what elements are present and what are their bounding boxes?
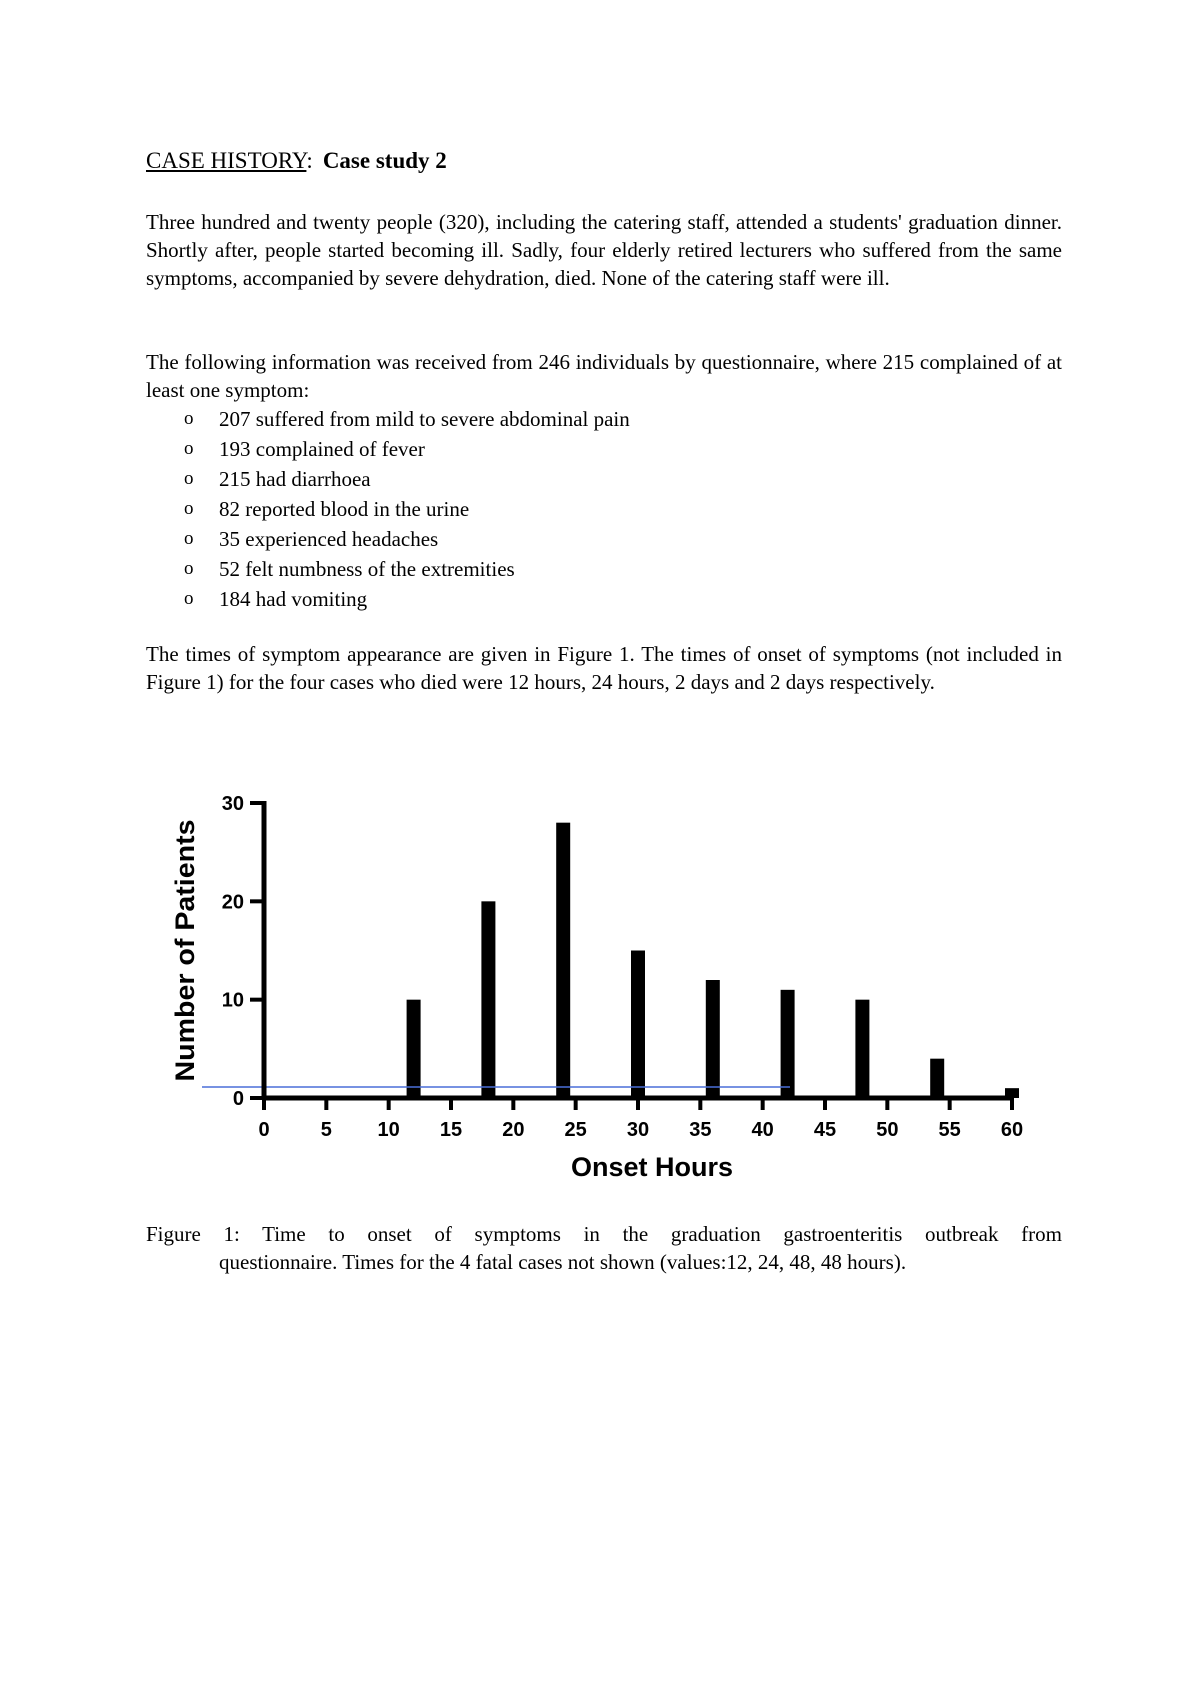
y-tick-label: 30	[221, 793, 244, 815]
x-tick-label: 55	[938, 1119, 961, 1141]
list-item: o 82 reported blood in the urine	[146, 494, 630, 524]
bullet-icon: o	[184, 408, 194, 429]
bar	[855, 1000, 869, 1098]
list-item: o 35 experienced headaches	[146, 524, 630, 554]
onset-histogram	[150, 780, 1050, 1200]
y-tick-label: 0	[232, 1088, 244, 1110]
x-tick-label: 40	[751, 1119, 774, 1141]
x-tick-label: 50	[876, 1119, 899, 1141]
x-tick-label: 0	[258, 1119, 270, 1141]
bullet-icon: o	[184, 468, 194, 489]
caption-line-2: questionnaire. Times for the 4 fatal cases not shown (values:12, 24, 48, 48 hours).	[219, 1250, 907, 1274]
bar	[407, 1000, 421, 1098]
bar	[631, 951, 645, 1099]
bar	[556, 823, 570, 1098]
list-item: o 52 felt numbness of the extremities	[146, 554, 630, 584]
bullet-icon: o	[184, 438, 194, 459]
x-tick-label: 10	[377, 1119, 400, 1141]
y-axis-title: Number of Patients	[170, 833, 200, 1082]
questionnaire-paragraph: The following information was received from 246 individuals by questionnaire, where 215 complained of at least one symptom:	[146, 350, 1062, 402]
page-title	[146, 148, 447, 174]
list-item: o 193 complained of fever	[146, 434, 630, 464]
x-tick-label: 60	[1000, 1119, 1024, 1141]
figure-caption	[146, 1220, 1062, 1276]
x-tick-label: 15	[439, 1119, 463, 1141]
y-tick-label: 20	[221, 891, 244, 914]
case-history-label: CASE HISTORY	[146, 148, 307, 173]
list-item: o 215 had diarrhoea	[146, 464, 630, 494]
caption-line-1: Figure 1: Time to onset of symptoms in the graduation gastroenteritis outbreak from	[146, 1222, 1062, 1246]
onset-paragraph: The times of symptom appearance are given in Figure 1. The times of onset of symptoms (not included in Figure 1) for the four cases who died were 12 hours, 24 hours, 2 days and 2 days respectively.	[146, 642, 1062, 694]
x-tick-label: 20	[502, 1119, 525, 1141]
bullet-icon: o	[184, 528, 194, 549]
bullet-icon: o	[184, 498, 194, 519]
list-item: o 207 suffered from mild to severe abdominal pain	[146, 404, 630, 434]
x-tick-label: 35	[689, 1119, 712, 1141]
case-study-label: Case study 2	[322, 148, 447, 173]
bullet-icon: o	[184, 588, 194, 609]
x-tick-label: 25	[564, 1119, 587, 1141]
bar	[481, 901, 495, 1098]
intro-paragraph: Three hundred and twenty people (320), including the catering staff, attended a students' graduation dinner. Shortly after, people started becoming ill. Sadly, four elderly retired lecturers who suffered from the same symptoms, accompanied by severe dehydration, died. None of the catering staff were ill.	[146, 210, 1062, 290]
x-tick-label: 5	[320, 1119, 332, 1141]
bar	[706, 980, 720, 1098]
bar	[781, 990, 795, 1098]
heading-colon: :	[306, 148, 313, 173]
x-axis-title: Onset Hours	[570, 1152, 734, 1182]
x-tick-label: 30	[626, 1119, 650, 1141]
y-tick-label: 10	[221, 989, 244, 1012]
bullet-icon: o	[184, 558, 194, 579]
bar	[930, 1059, 944, 1098]
list-item: o 184 had vomiting	[146, 584, 630, 614]
x-tick-label: 45	[813, 1119, 837, 1141]
symptom-list	[146, 404, 630, 614]
